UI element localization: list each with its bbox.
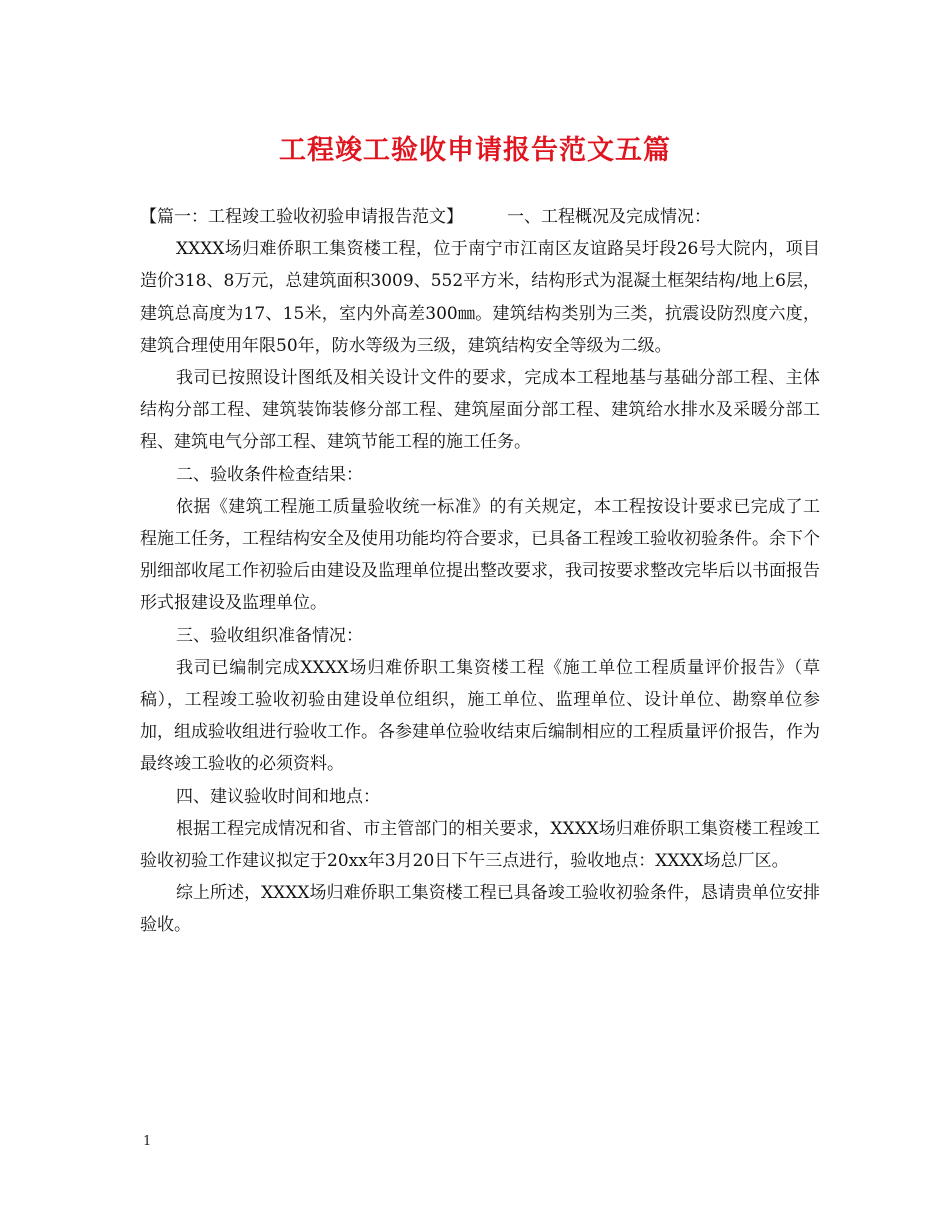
part-label: 【篇一：工程竣工验收初验申请报告范文】 [140, 207, 463, 227]
section-heading: 二、验收条件检查结果： [176, 464, 363, 485]
paragraph: 我司已编制完成XXXX场归难侨职工集资楼工程《施工单位工程质量评价报告》（草稿），工程竣工验收初验由建设单位组织，施工单位、监理单位、设计单位、勘察单位参加，组成验收组进行验收工作。各参建单位验收结束后编制相应的工程质量评价报告，作为最终竣工验收的必须资料。 [140, 657, 820, 775]
page-number: 1 [143, 1134, 152, 1149]
paragraph: XXXX场归难侨职工集资楼工程，位于南宁市江南区友谊路吴圩段26号大院内，项目造价318、8万元，总建筑面积3009、552平方米，结构形式为混凝土框架结构/地上6层，建筑总高度为17、15米，室内外高差300㎜。建筑结构类别为三类，抗震设防烈度六度，建筑合理使用年限50年，防水等级为三级，建筑结构安全等级为二级。 [140, 239, 820, 356]
paragraph: 我司已按照设计图纸及相关设计文件的要求，完成本工程地基与基础分部工程、主体结构分部工程、建筑装饰装修分部工程、建筑屋面分部工程、建筑给水排水及采暖分部工程、建筑电气分部工程、建筑节能工程的施工任务。 [140, 368, 820, 453]
paragraph: 依据《建筑工程施工质量验收统一标准》的有关规定，本工程按设计要求已完成了工程施工任务，工程结构安全及使用功能均符合要求，已具备工程竣工验收初验条件。余下个别细部收尾工作初验后由建设及监理单位提出整改要求，我司按要求整改完毕后以书面报告形式报建设及监理单位。 [140, 496, 820, 614]
section-label: 一、工程概况及完成情况： [507, 207, 711, 227]
paragraph: 根据工程完成情况和省、市主管部门的相关要求，XXXX场归难侨职工集资楼工程竣工验收初验工作建议拟定于20xx年3月20日下午三点进行，验收地点：XXXX场总厂区。 [140, 818, 820, 872]
paragraph: 综上所述，XXXX场归难侨职工集资楼工程已具备竣工验收初验条件，恳请贵单位安排验收。 [140, 883, 820, 936]
section-heading: 四、建议验收时间和地点： [176, 786, 380, 807]
heading-line [140, 201, 820, 233]
section-heading: 三、验收组织准备情况： [176, 625, 363, 646]
document-body [140, 201, 820, 942]
document-title: 工程竣工验收申请报告范文五篇 [279, 135, 671, 166]
